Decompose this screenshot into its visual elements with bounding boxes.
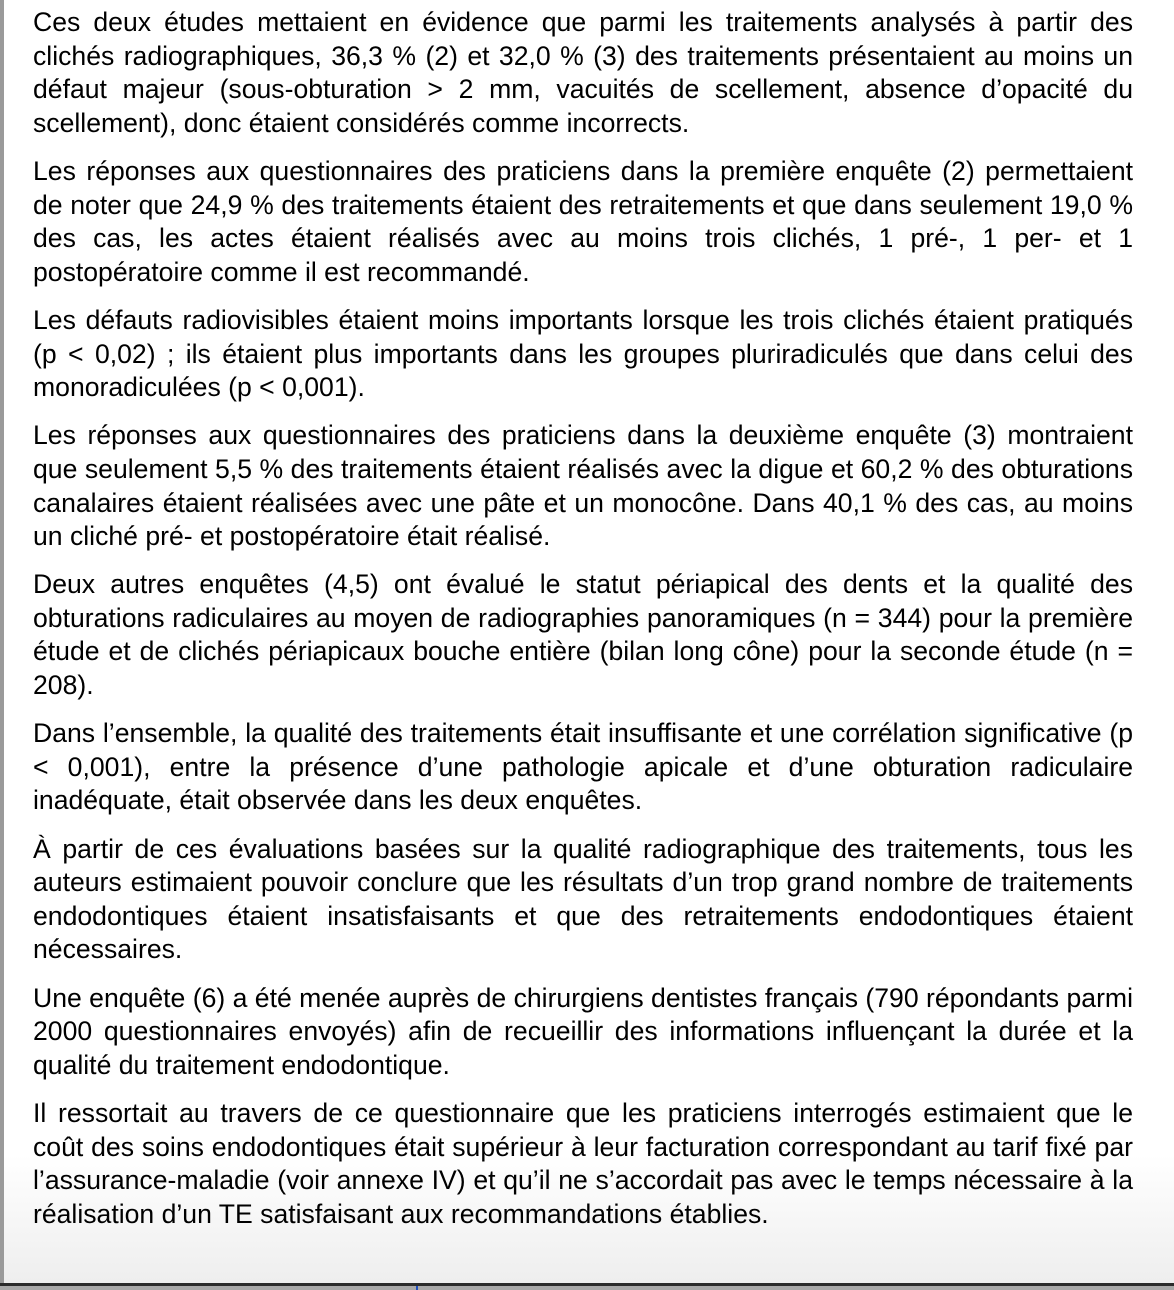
paragraph-periapical-status-studies: Deux autres enquêtes (4,5) ont évalué le statut périapical des dents et la qualité des obturations radiculaires au moyen de radiographies panoramiques (n = 344) pour la première étude et de clichés périapicaux bouche entière (bilan long cône) pour la seconde étude (n = 208). — [33, 569, 1133, 701]
paragraph-cost-findings: Il ressortait au travers de ce questionnaire que les praticiens interrogés estimaient que le coût des soins endodontiques était supérieur à leur facturation correspondant au tarif fixé par l’assurance-maladie (voir annexe IV) et qu’il ne s’accordait pas avec le temps nécessaire à la réalisation d’un TE satisfaisant aux recommandations établies. — [33, 1097, 1133, 1229]
paragraph-first-survey-responses: Les réponses aux questionnaires des praticiens dans la première enquête (2) permettaient de noter que 24,9 % des traitements étaient des retraitements et que dans seulement 19,0 % des cas, les actes étaient réalisés avec au moins trois clichés, 1 pré-, 1 per- et 1 postopératoire comme il est recommandé. — [33, 155, 1133, 287]
paragraph-radiovisible-defects: Les défauts radiovisibles étaient moins importants lorsque les trois clichés étaient pratiqués (p < 0,02) ; ils étaient plus importants dans les groupes pluriradiculés que dans celui des monoradiculées (p < 0,001). — [33, 304, 1133, 403]
underlying-window-strip — [0, 1286, 1174, 1290]
paragraph-second-survey-responses: Les réponses aux questionnaires des praticiens dans la deuxième enquête (3) montraient que seulement 5,5 % des traitements étaient réalisés avec la digue et 60,2 % des obturations canalaires étaient réalisées avec une pâte et un monocône. Dans 40,1 % des cas, au moins un cliché pré- et postopératoire était réalisé. — [33, 420, 1133, 552]
paragraph-survey-six: Une enquête (6) a été menée auprès de chirurgiens dentistes français (790 répondants parmi 2000 questionnaires envoyés) afin de recueillir des informations influençant la durée et la qualité du traitement endodontique. — [33, 982, 1133, 1080]
paragraph-radiographic-defects: Ces deux études mettaient en évidence que parmi les traitements analysés à partir des clichés radiographiques, 36,3 % (2) et 32,0 % (3) des traitements présentaient au moins un défaut majeur (sous-obturation > 2 mm, vacuités de scellement, absence d’opacité du scellement), donc étaient considérés comme incorrects. — [33, 7, 1133, 138]
paragraph-overall-quality: Dans l’ensemble, la qualité des traitements était insuffisante et une corrélation significative (p < 0,001), entre la présence d’une pathologie apicale et d’une obturation radiculaire inadéquate, était observée dans les deux enquêtes. — [33, 718, 1133, 816]
document-page[interactable] — [4, 0, 1174, 1283]
paragraph-authors-conclusion: À partir de ces évaluations basées sur la qualité radiographique des traitements, tous les auteurs estimaient pouvoir conclure que les résultats d’un trop grand nombre de traitements endodontiques étaient insatisfaisants et que des retraitements endodontiques étaient nécessaires. — [33, 833, 1133, 965]
document-body — [33, 6, 1133, 1246]
text-caret-icon — [416, 1286, 418, 1290]
